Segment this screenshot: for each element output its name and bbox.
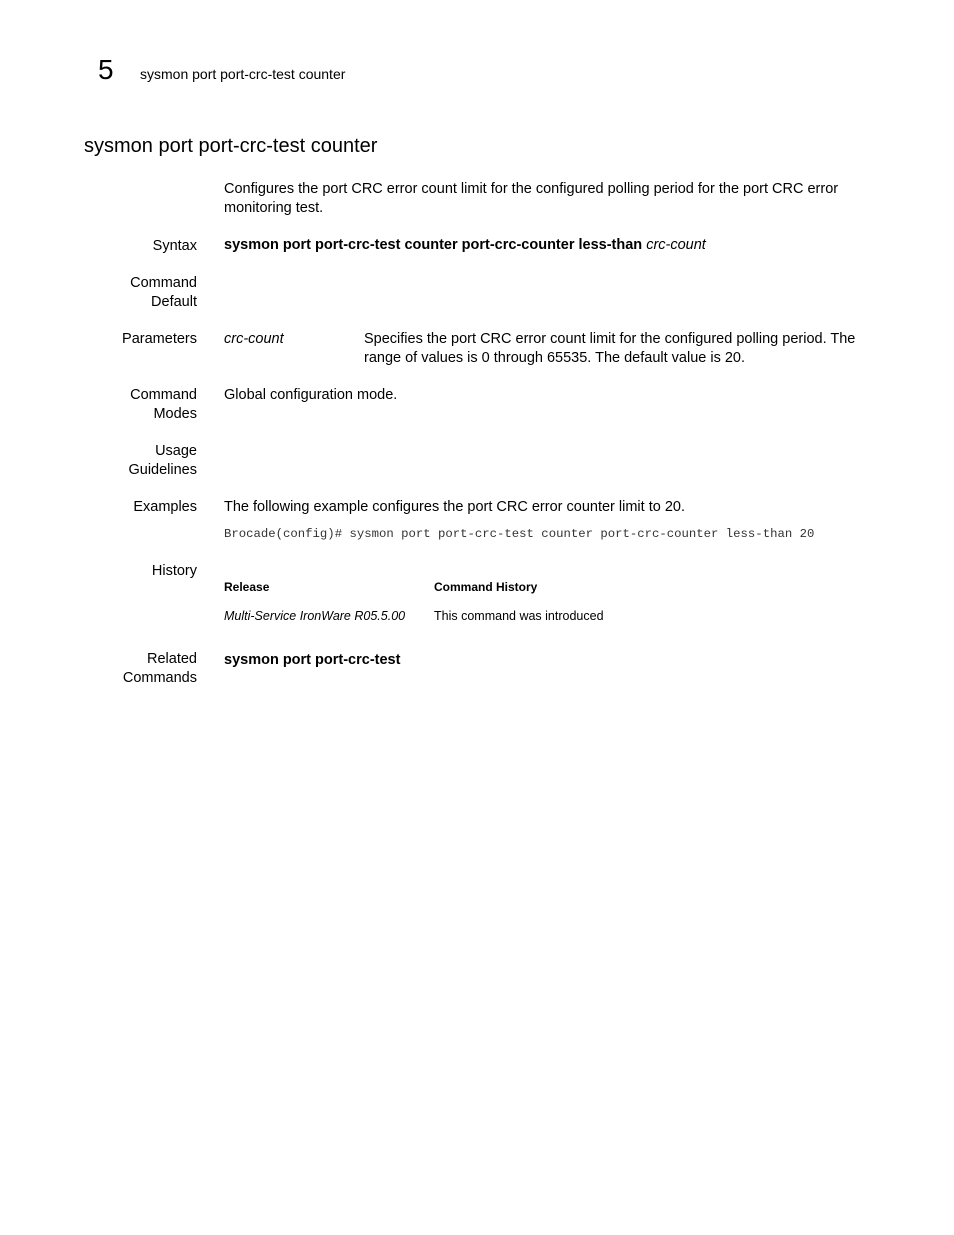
parameters-label: Parameters <box>122 331 197 347</box>
parameter-name: crc-count <box>224 331 284 347</box>
example-code: Brocade(config)# sysmon port port-crc-test counter port-crc-counter less-than 20 <box>224 527 815 541</box>
command-description: Configures the port CRC error count limit for the configured polling period for the port CRC error monitoring test. <box>224 181 839 216</box>
examples-label: Examples <box>133 499 197 515</box>
command-modes-label-line2: Modes <box>153 406 197 422</box>
command-modes-text: Global configuration mode. <box>224 387 398 403</box>
command-default-label <box>60 274 197 312</box>
command-default-label-line1: Command <box>130 275 197 291</box>
syntax-line <box>224 236 874 255</box>
history-release-cell: Multi-Service IronWare R05.5.00 <box>224 609 406 623</box>
examples-text: The following example configures the port CRC error counter limit to 20. <box>224 499 685 515</box>
command-modes-label-line1: Command <box>130 387 197 403</box>
command-modes-label <box>60 386 197 424</box>
history-label: History <box>151 563 197 579</box>
related-commands-label <box>60 650 197 688</box>
related-commands-label-line1: Related <box>147 651 197 667</box>
parameter-description: Specifies the port CRC error count limit for the configured polling period. The range of values is 0 through 65535. The default value is 20. <box>364 331 856 366</box>
usage-guidelines-label-line1: Usage <box>155 443 197 459</box>
syntax-label: Syntax <box>152 238 197 254</box>
syntax-variable: crc-count <box>646 237 706 253</box>
running-title: sysmon port port-crc-test counter <box>140 66 346 82</box>
page-title: sysmon port port-crc-test counter <box>84 135 378 157</box>
related-command-link[interactable]: sysmon port port-crc-test <box>224 652 401 668</box>
history-header-command-history: Command History <box>434 580 538 594</box>
chapter-number: 5 <box>98 54 114 85</box>
command-default-label-line2: Default <box>151 294 197 310</box>
usage-guidelines-label <box>60 442 197 480</box>
history-header-release: Release <box>224 580 270 594</box>
history-description-cell: This command was introduced <box>434 609 604 623</box>
syntax-command: sysmon port port-crc-test counter port-crc-counter less-than <box>224 237 643 253</box>
related-commands-label-line2: Commands <box>122 670 197 686</box>
usage-guidelines-label-line2: Guidelines <box>128 462 197 478</box>
